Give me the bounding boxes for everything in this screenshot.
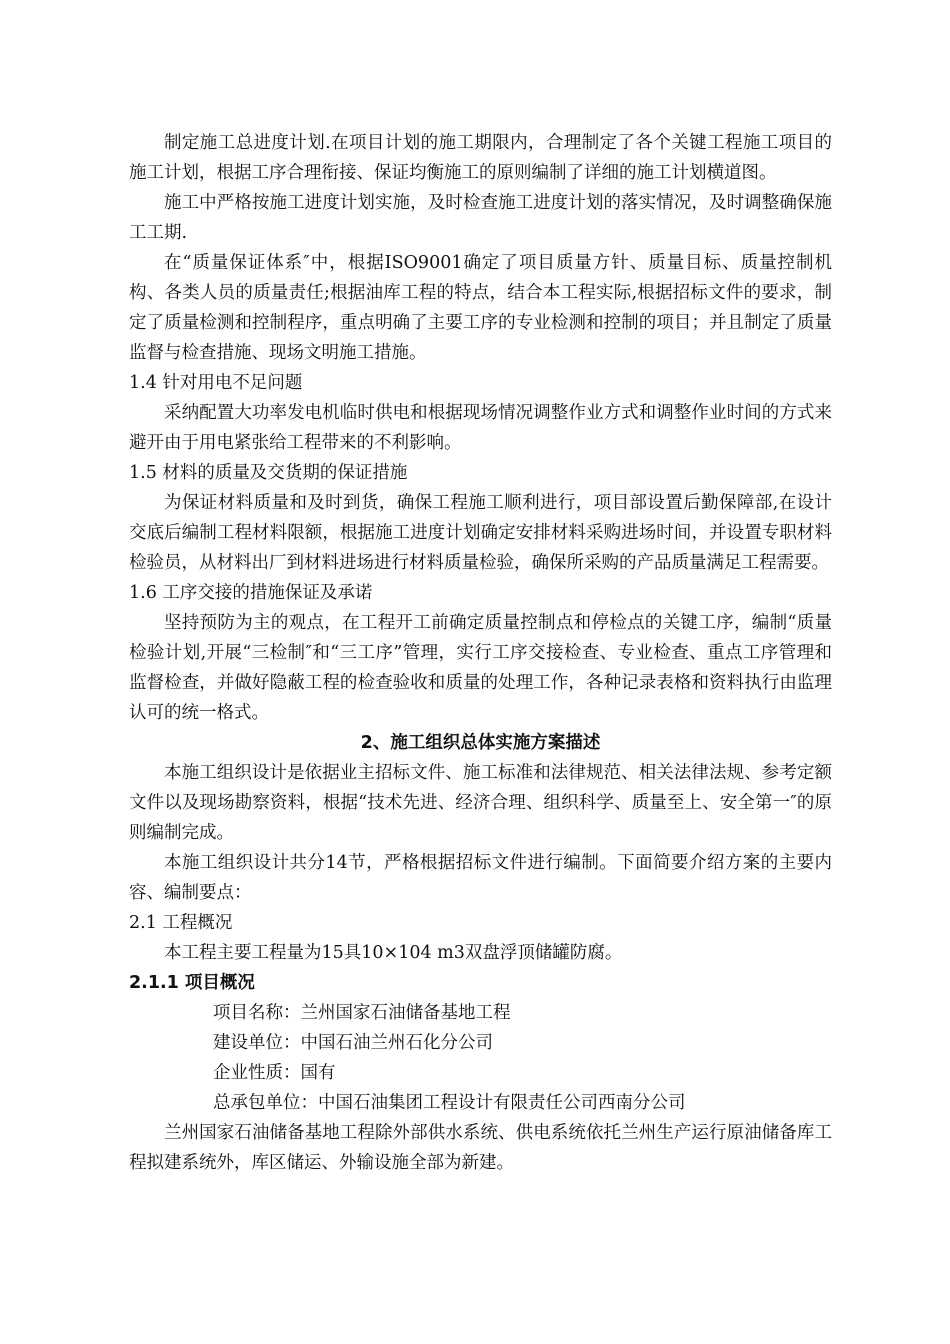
heading-1-4: 1.4 针对用电不足问题 bbox=[129, 373, 303, 393]
paragraph-power-supply: 采纳配置大功率发电机临时供电和根据现场情况调整作业方式和调整作业时间的方式来避开由于用电紧张给工程带来的不利影响。 bbox=[129, 403, 832, 453]
info-contractor: 总承包单位：中国石油集团工程设计有限责任公司西南分公司 bbox=[213, 1093, 686, 1113]
section-2-title: 2、施工组织总体实施方案描述 bbox=[360, 733, 601, 753]
paragraph-schedule-plan: 制定施工总进度计划.在项目计划的施工期限内，合理制定了各个关键工程施工项目的施工计划，根据工序合理衔接、保证均衡施工的原则编制了详细的施工计划横道图。 bbox=[129, 133, 832, 183]
paragraph-design-sections: 本施工组织设计共分14节，严格根据招标文件进行编制。下面简要介绍方案的主要内容、编制要点： bbox=[129, 853, 832, 903]
info-project-name: 项目名称：兰州国家石油储备基地工程 bbox=[213, 1003, 511, 1023]
heading-1-5: 1.5 材料的质量及交货期的保证措施 bbox=[129, 463, 408, 483]
heading-1-6: 1.6 工序交接的措施保证及承诺 bbox=[129, 583, 373, 603]
heading-2-1: 2.1 工程概况 bbox=[129, 913, 233, 933]
paragraph-process-handover: 坚持预防为主的观点，在工程开工前确定质量控制点和停检点的关键工序，编制“质量检验计划,开展“三检制″和“三工序”管理，实行工序交接检查、专业检查、重点工序管理和监督检查，并做好隐蔽工程的检查验收和质量的处理工作，各种记录表格和资料执行由监理认可的统一格式。 bbox=[129, 613, 832, 723]
paragraph-quantity: 本工程主要工程量为15具10×104 m3双盘浮顶储罐防腐。 bbox=[164, 943, 623, 963]
paragraph-schedule-implementation: 施工中严格按施工进度计划实施，及时检查施工进度计划的落实情况，及时调整确保施工工期. bbox=[129, 193, 832, 243]
paragraph-project-scope: 兰州国家石油储备基地工程除外部供水系统、供电系统依托兰州生产运行原油储备库工程拟建系统外，库区储运、外输设施全部为新建。 bbox=[129, 1123, 832, 1173]
info-builder: 建设单位：中国石油兰州石化分公司 bbox=[213, 1033, 493, 1053]
document-page bbox=[129, 128, 832, 1178]
heading-2-1-1: 2.1.1 项目概况 bbox=[129, 973, 255, 993]
paragraph-material-quality: 为保证材料质量和及时到货，确保工程施工顺利进行，项目部设置后勤保障部,在设计交底后编制工程材料限额，根据施工进度计划确定安排材料采购进场时间，并设置专职材料检验员，从材料出厂到材料进场进行材料质量检验，确保所采购的产品质量满足工程需要。 bbox=[129, 493, 832, 573]
paragraph-design-basis: 本施工组织设计是依据业主招标文件、施工标准和法律规范、相关法律法规、参考定额文件以及现场勘察资料，根据“技术先进、经济合理、组织科学、质量至上、安全第一″的原则编制完成。 bbox=[129, 763, 832, 843]
info-nature: 企业性质：国有 bbox=[213, 1063, 336, 1083]
paragraph-quality-system: 在“质量保证体系″中，根据ISO9001确定了项目质量方针、质量目标、质量控制机构、各类人员的质量责任;根据油库工程的特点，结合本工程实际,根据招标文件的要求，制定了质量检测和控制程序，重点明确了主要工序的专业检测和控制的项目；并且制定了质量监督与检查措施、现场文明施工措施。 bbox=[129, 253, 832, 363]
